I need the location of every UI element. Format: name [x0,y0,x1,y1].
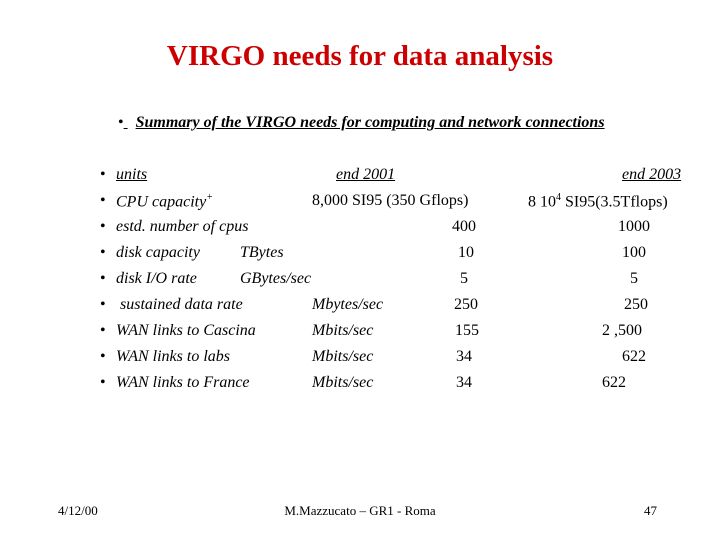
bullet-icon: • [118,114,124,131]
table-row [100,296,700,322]
row-label: sustained data rate [120,296,243,313]
bullet-icon: • [100,322,106,339]
row-end-2003: 5 [630,270,638,287]
row-unit: TBytes [240,244,284,261]
row-end-2001: 10 [458,244,474,261]
footer-date: 4/12/00 [58,503,98,518]
bullet-icon: • [100,270,106,287]
row-end-2001: 34 [456,374,472,391]
row-end-2003: 8 $10^4$ SI95(3.5Tflops) [528,192,668,211]
row-unit: Mbits/sec [312,374,374,391]
row-end-2001: 400 [452,218,476,235]
row-end-2003: 2 ,500 [602,322,642,339]
row-label: WAN links to labs [116,348,230,365]
bullet-icon: • [100,374,106,391]
bullet-icon: • [100,166,106,183]
bullet-icon: • [100,244,106,261]
row-end-2001: 155 [455,322,479,339]
table-row [100,192,700,218]
table-header-row [100,166,700,192]
row-unit: Mbits/sec [312,322,374,339]
row-unit: GBytes/sec [240,270,312,287]
table-row [100,244,700,270]
row-end-2001: 34 [456,348,472,365]
row-end-2003: 250 [624,296,648,313]
footer-page-number: 47 [644,503,657,518]
table-row [100,374,700,400]
row-end-2003: 1000 [618,218,650,235]
row-end-2003: 622 [622,348,646,365]
header-end-2001: end 2001 [336,166,396,183]
table-row [100,348,700,374]
row-end-2001: 250 [454,296,478,313]
row-label: CPU capacity+ [116,192,213,211]
table-row [100,270,700,296]
header-end-2003: end 2003 [622,166,682,183]
bullet-icon: • [100,192,106,209]
summary-text: Summary of the VIRGO needs for computing and network connections [135,114,605,131]
row-label: WAN links to France [116,374,250,391]
bullet-icon: • [100,348,106,365]
row-label: WAN links to Cascina [116,322,256,339]
row-label: disk I/O rate [116,270,197,287]
summary-line [118,114,605,132]
row-end-2003: 622 [602,374,626,391]
slide-title: VIRGO needs for data analysis [166,40,554,72]
row-label: estd. number of cpus [116,218,249,235]
header-units: units [116,166,148,183]
bullet-icon: • [100,218,106,235]
row-end-2003: 100 [622,244,646,261]
table-row [100,322,700,348]
row-unit: Mbytes/sec [312,296,384,313]
bullet-icon: • [100,296,106,313]
footer-author: M.Mazzucato – GR1 - Roma [284,503,436,518]
table-row [100,218,700,244]
row-label: disk capacity [116,244,200,261]
row-unit: Mbits/sec [312,348,374,365]
row-end-2001: 8,000 SI95 (350 Gflops) [312,192,469,209]
row-end-2001: 5 [460,270,468,287]
